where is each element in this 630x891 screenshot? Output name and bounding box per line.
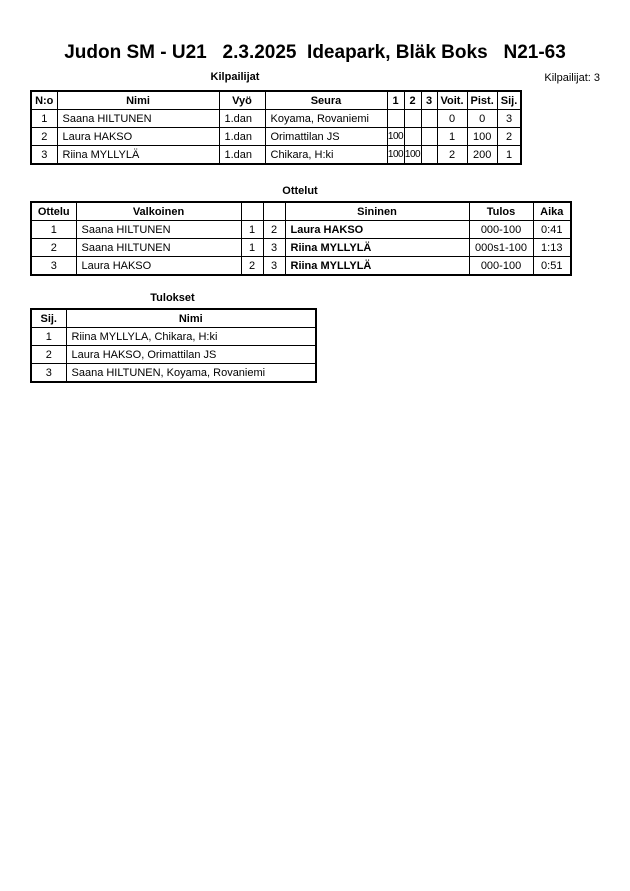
cell-seura: Chikara, H:ki — [265, 146, 387, 165]
cell-no: 1 — [31, 110, 57, 128]
cell-valkoinen: Laura HAKSO — [76, 257, 241, 276]
cell-sij: 3 — [31, 364, 66, 383]
cell-sininen: Laura HAKSO — [285, 221, 469, 239]
cell-pist: 200 — [467, 146, 497, 165]
section-heading-ottelut: Ottelut — [282, 185, 318, 197]
tulokset-table — [30, 308, 317, 383]
section-heading-tulokset: Tulokset — [150, 292, 195, 304]
table-row — [31, 128, 521, 146]
cell-pist: 0 — [467, 110, 497, 128]
cell-sij: 2 — [31, 346, 66, 364]
results-page — [0, 0, 630, 383]
col-header-sij: Sij. — [497, 91, 521, 110]
cell-white-number: 1 — [241, 221, 263, 239]
col-header-1: 1 — [387, 91, 404, 110]
cell-aika: 0:41 — [533, 221, 571, 239]
col-header-valkoinen: Valkoinen — [76, 202, 241, 221]
col-header-aika: Aika — [533, 202, 571, 221]
cell-voit: 2 — [437, 146, 467, 165]
cell-no: 2 — [31, 128, 57, 146]
col-header-nimi: Nimi — [66, 309, 316, 328]
cell-valkoinen: Saana HILTUNEN — [76, 221, 241, 239]
cell-sininen: Riina MYLLYLÄ — [285, 257, 469, 276]
table-row — [31, 110, 521, 128]
cell-blue-number: 3 — [263, 239, 285, 257]
cell-aika: 0:51 — [533, 257, 571, 276]
cell-ottelu: 2 — [31, 239, 76, 257]
cell-no: 3 — [31, 146, 57, 165]
col-header-no: N:o — [31, 91, 57, 110]
cell-match-1: 100 — [387, 128, 404, 146]
header-row — [31, 91, 521, 110]
table-row — [31, 239, 571, 257]
table-row — [31, 146, 521, 165]
cell-aika: 1:13 — [533, 239, 571, 257]
cell-match-2: 100 — [404, 146, 421, 165]
cell-seura: Orimattilan JS — [265, 128, 387, 146]
col-header-3: 3 — [421, 91, 437, 110]
cell-voit: 1 — [437, 128, 467, 146]
cell-tulos: 000s1-100 — [469, 239, 533, 257]
col-header-seura: Seura — [265, 91, 387, 110]
cell-sij: 1 — [31, 328, 66, 346]
cell-match-3 — [421, 110, 437, 128]
cell-sij: 2 — [497, 128, 521, 146]
cell-match-2 — [404, 110, 421, 128]
cell-blue-number: 2 — [263, 221, 285, 239]
cell-voit: 0 — [437, 110, 467, 128]
cell-nimi: Laura HAKSO — [57, 128, 219, 146]
cell-nimi: Laura HAKSO, Orimattilan JS — [66, 346, 316, 364]
kilpailijat-table — [30, 90, 522, 165]
cell-tulos: 000-100 — [469, 257, 533, 276]
cell-nimi: Riina MYLLYLÄ — [57, 146, 219, 165]
col-header-vyo: Vyö — [219, 91, 265, 110]
cell-pist: 100 — [467, 128, 497, 146]
table-row — [31, 364, 316, 383]
col-header-2: 2 — [404, 91, 421, 110]
col-header-blue-number — [263, 202, 285, 221]
cell-ottelu: 1 — [31, 221, 76, 239]
cell-nimi: Saana HILTUNEN, Koyama, Rovaniemi — [66, 364, 316, 383]
col-header-voit: Voit. — [437, 91, 467, 110]
page-title: Judon SM - U21 2.3.2025 Ideapark, Bläk Boks N21-63 — [64, 42, 566, 63]
cell-white-number: 1 — [241, 239, 263, 257]
cell-vyo: 1.dan — [219, 146, 265, 165]
cell-match-1 — [387, 110, 404, 128]
table-row — [31, 221, 571, 239]
table-row — [31, 328, 316, 346]
cell-match-3 — [421, 146, 437, 165]
cell-sininen: Riina MYLLYLÄ — [285, 239, 469, 257]
cell-nimi: Saana HILTUNEN — [57, 110, 219, 128]
cell-nimi: Riina MYLLYLA, Chikara, H:ki — [66, 328, 316, 346]
ottelut-table — [30, 201, 572, 276]
col-header-nimi: Nimi — [57, 91, 219, 110]
cell-valkoinen: Saana HILTUNEN — [76, 239, 241, 257]
col-header-sininen: Sininen — [285, 202, 469, 221]
cell-seura: Koyama, Rovaniemi — [265, 110, 387, 128]
cell-vyo: 1.dan — [219, 128, 265, 146]
col-header-tulos: Tulos — [469, 202, 533, 221]
header-row — [31, 309, 316, 328]
col-header-white-number — [241, 202, 263, 221]
cell-tulos: 000-100 — [469, 221, 533, 239]
cell-match-2 — [404, 128, 421, 146]
cell-blue-number: 3 — [263, 257, 285, 276]
section-heading-kilpailijat: Kilpailijat — [210, 71, 260, 83]
header-row — [31, 202, 571, 221]
table-row — [31, 346, 316, 364]
col-header-sij: Sij. — [31, 309, 66, 328]
cell-ottelu: 3 — [31, 257, 76, 276]
col-header-pist: Pist. — [467, 91, 497, 110]
meta-row — [30, 71, 600, 86]
table-row — [31, 257, 571, 276]
cell-match-3 — [421, 128, 437, 146]
cell-sij: 1 — [497, 146, 521, 165]
cell-match-1: 100 — [387, 146, 404, 165]
cell-sij: 3 — [497, 110, 521, 128]
cell-white-number: 2 — [241, 257, 263, 276]
col-header-ottelu: Ottelu — [31, 202, 76, 221]
cell-vyo: 1.dan — [219, 110, 265, 128]
competitors-count: Kilpailijat: 3 — [544, 72, 600, 84]
